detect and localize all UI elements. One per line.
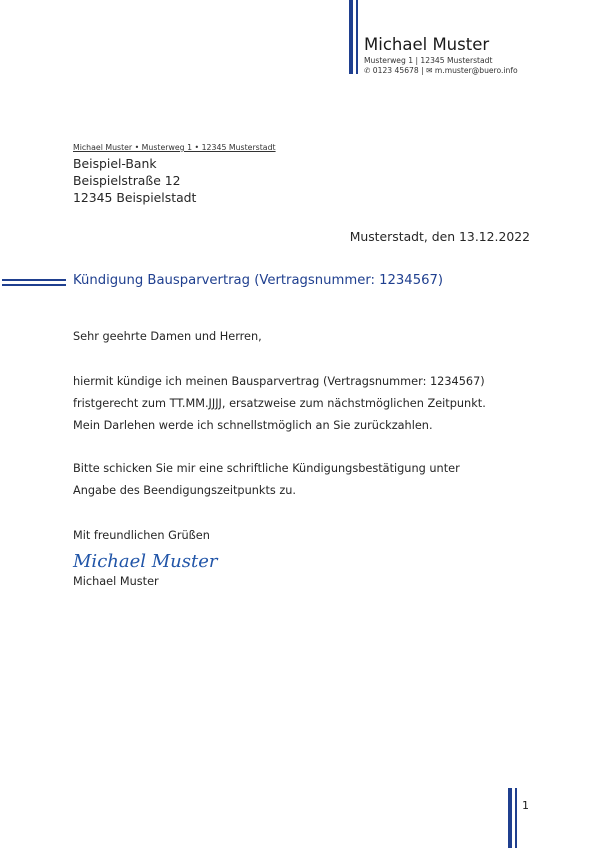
header-separator: | — [421, 66, 424, 75]
envelope-icon: ✉ — [426, 66, 433, 75]
handwritten-signature: Michael Muster — [73, 551, 218, 572]
paragraph1-line: hiermit kündige ich meinen Bausparvertrag (Vertragsnummer: 1234567) — [73, 375, 485, 388]
signed-name: Michael Muster — [73, 575, 159, 588]
header-contact — [364, 66, 518, 75]
paragraph1-line: fristgerecht zum TT.MM.JJJJ, ersatzweise zum nächstmöglichen Zeitpunkt. — [73, 397, 486, 410]
header-email[interactable]: m.muster@buero.info — [434, 66, 518, 75]
header-accent-line — [356, 0, 358, 74]
header-phone: 0123 45678 — [372, 66, 419, 75]
page-number: 1 — [522, 799, 529, 812]
subject-line: Kündigung Bausparvertrag (Vertragsnummer: 1234567) — [73, 273, 444, 288]
paragraph1-line: Mein Darlehen werde ich schnellstmöglich an Sie zurückzahlen. — [73, 419, 433, 432]
phone-icon: ✆ — [364, 66, 371, 75]
footer-accent-bar — [508, 788, 512, 848]
paragraph2-line: Angabe des Beendigungszeitpunkts zu. — [73, 484, 297, 497]
recipient-name: Beispiel-Bank — [73, 156, 157, 171]
closing: Mit freundlichen Grüßen — [73, 529, 210, 542]
header-name: Michael Muster — [364, 35, 490, 54]
salutation: Sehr geehrte Damen und Herren, — [73, 330, 262, 343]
sender-return-line: Michael Muster • Musterweg 1 • 12345 Musterstadt — [73, 143, 276, 152]
subject-accent-line-bottom — [2, 284, 66, 286]
footer-accent-line — [515, 788, 517, 848]
recipient-street: Beispielstraße 12 — [73, 173, 181, 188]
recipient-city: 12345 Beispielstadt — [73, 190, 197, 205]
subject-accent-line-top — [2, 279, 66, 281]
paragraph2-line: Bitte schicken Sie mir eine schriftliche Kündigungsbestätigung unter — [73, 462, 460, 475]
header-accent-bar — [349, 0, 353, 74]
header-address: Musterweg 1 | 12345 Musterstadt — [364, 56, 493, 65]
date-line: Musterstadt, den 13.12.2022 — [349, 229, 530, 244]
